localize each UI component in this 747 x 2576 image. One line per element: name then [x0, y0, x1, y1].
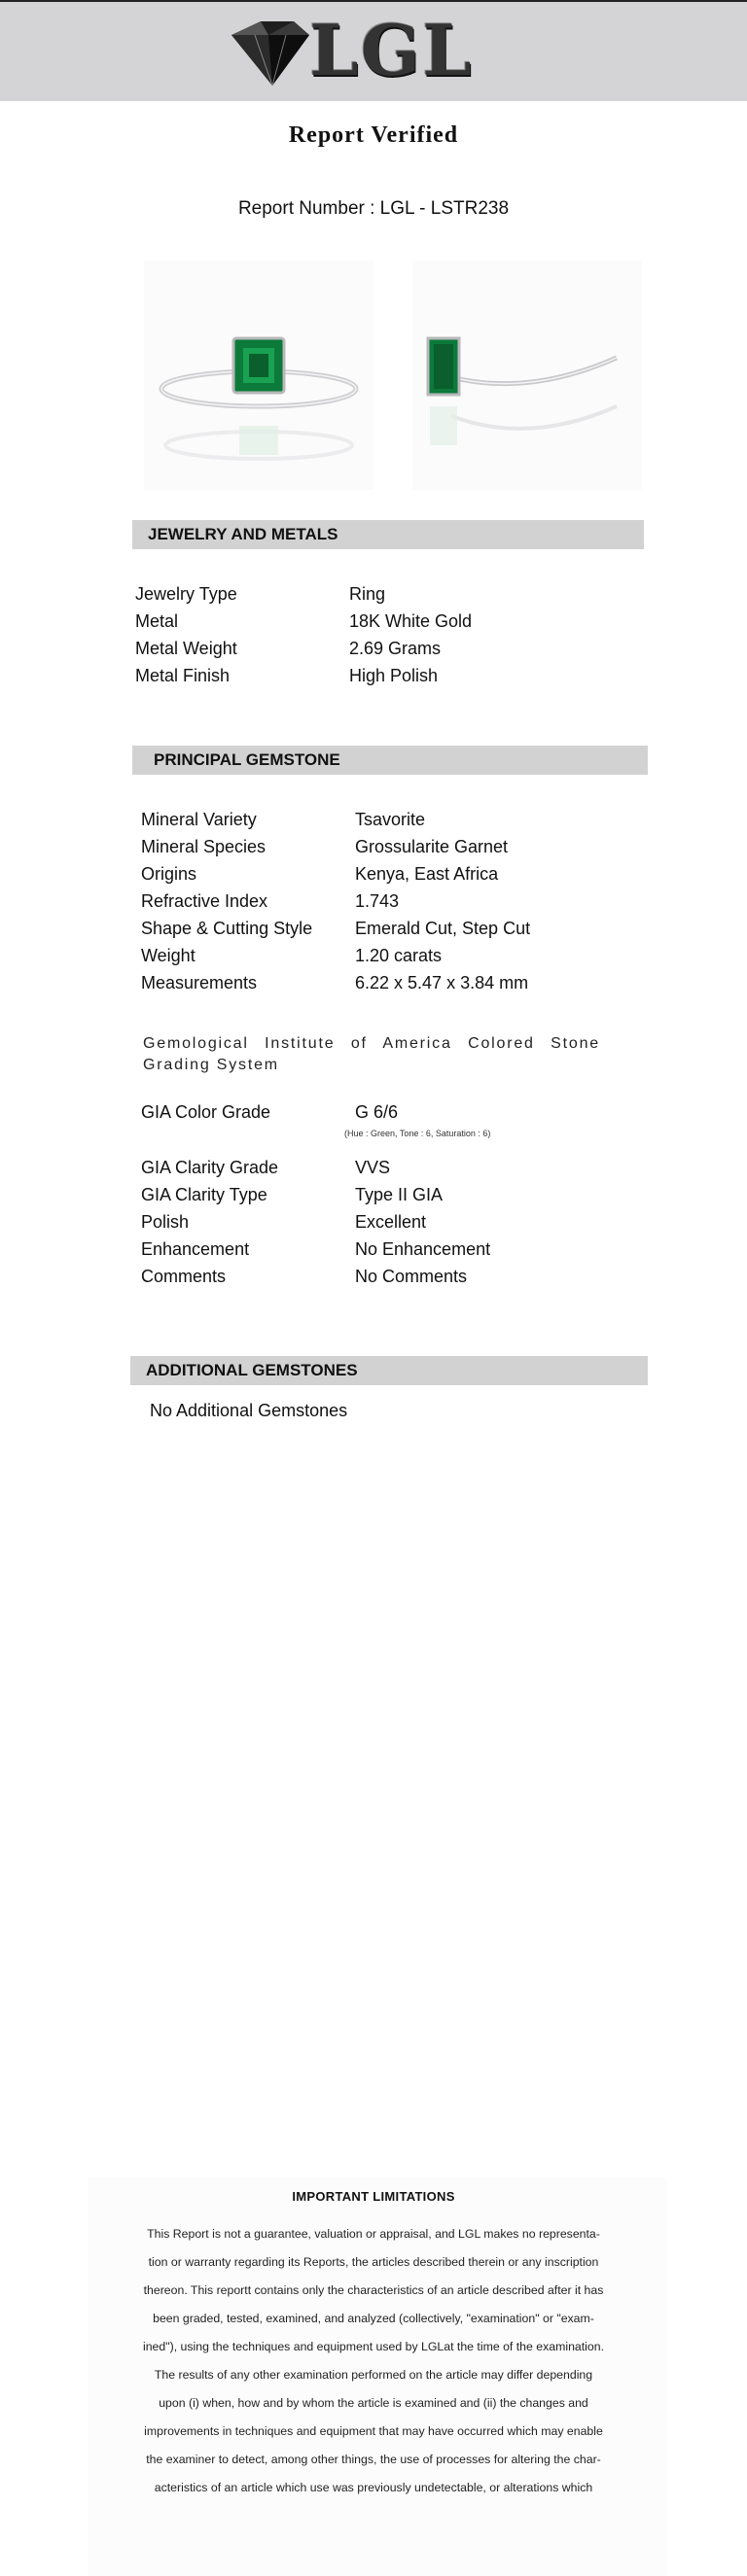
gia-system-title: Gemological Institute of America Colored Stone Grading System [143, 1035, 600, 1073]
jewelry-label-finish: Metal Finish [135, 666, 231, 685]
jewelry-value-type: Ring [349, 584, 386, 604]
enhancement-value: No Enhancement [355, 1239, 491, 1259]
ring-front-image [144, 261, 374, 490]
gia-clarity-type-label: GIA Clarity Type [141, 1185, 267, 1204]
gem-value-species: Grossularite Garnet [355, 837, 509, 856]
gem-label-measurements: Measurements [141, 973, 258, 992]
gia-color-grade-value: G 6/6 [355, 1102, 399, 1122]
gem-label-origins: Origins [141, 864, 197, 884]
additional-gemstones-text: No Additional Gemstones [150, 1401, 348, 1420]
jewelry-section-heading: JEWELRY AND METALS [132, 520, 644, 549]
gia-color-grade-label: GIA Color Grade [141, 1102, 271, 1122]
gia-clarity-grade-value: VVS [355, 1158, 391, 1177]
limitations-line: improvements in techniques and equipment that may have occurred which may enable [144, 2424, 603, 2438]
limitations-line: ined"), using the techniques and equipment used by LGLat the time of the examination. [142, 2340, 604, 2353]
limitations-line: upon (i) when, how and by whom the article is examined and (ii) the changes and [159, 2396, 588, 2410]
gem-value-ri: 1.743 [355, 891, 400, 911]
polish-value: Excellent [355, 1212, 427, 1232]
gem-label-variety: Mineral Variety [141, 810, 257, 829]
gem-value-shape: Emerald Cut, Step Cut [355, 919, 531, 938]
gem-value-origins: Kenya, East Africa [355, 864, 499, 884]
gem-value-weight: 1.20 carats [355, 946, 443, 965]
limitations-line: tion or warranty regarding its Reports, the articles described therein or any inscription [148, 2255, 599, 2269]
gia-color-grade-note: (Hue : Green, Tone : 6, Saturation : 6) [344, 1129, 491, 1138]
gem-value-variety: Tsavorite [355, 810, 426, 829]
enhancement-label: Enhancement [141, 1239, 250, 1259]
gemstone-section-heading: PRINCIPAL GEMSTONE [132, 746, 648, 775]
limitations-line: the examiner to detect, among other things, the use of processes for altering the char- [146, 2453, 601, 2466]
limitations-line: been graded, tested, examined, and analyzed (collectively, "examination" or "exam- [153, 2312, 594, 2325]
logo-text: LGL [309, 9, 474, 91]
additional-section-heading: ADDITIONAL GEMSTONES [130, 1356, 648, 1385]
jewelry-label-type: Jewelry Type [135, 584, 237, 604]
limitations-line: This Report is not a guarantee, valuation or appraisal, and LGL makes no representa- [147, 2227, 600, 2241]
comments-label: Comments [141, 1267, 227, 1286]
jewelry-value-metal: 18K White Gold [349, 611, 473, 631]
gem-label-weight: Weight [141, 946, 196, 965]
jewelry-value-finish: High Polish [349, 666, 439, 685]
polish-label: Polish [141, 1212, 190, 1232]
limitations-line: acteristics of an article which use was previously undetectable, or alterations which [154, 2481, 593, 2494]
gem-label-species: Mineral Species [141, 837, 267, 856]
limitations-heading: IMPORTANT LIMITATIONS [292, 2189, 455, 2204]
jewelry-label-weight: Metal Weight [135, 639, 237, 658]
header-banner [0, 0, 747, 101]
jewelry-value-weight: 2.69 Grams [349, 639, 442, 658]
report-number: Report Number : LGL - LSTR238 [237, 198, 510, 219]
gem-label-shape: Shape & Cutting Style [141, 919, 313, 938]
limitations-line: The results of any other examination performed on the article may differ depending [154, 2368, 593, 2382]
jewelry-label-metal: Metal [135, 611, 179, 631]
comments-value: No Comments [355, 1267, 468, 1286]
limitations-line: thereon. This reportt contains only the characteristics of an article described after it has [143, 2283, 604, 2297]
gem-value-measurements: 6.22 x 5.47 x 3.84 mm [355, 973, 529, 992]
page-title: Report Verified [288, 122, 459, 148]
ring-side-image [412, 261, 642, 490]
gia-clarity-grade-label: GIA Clarity Grade [141, 1158, 279, 1177]
gem-label-ri: Refractive Index [141, 891, 268, 911]
gia-clarity-type-value: Type II GIA [355, 1185, 444, 1204]
